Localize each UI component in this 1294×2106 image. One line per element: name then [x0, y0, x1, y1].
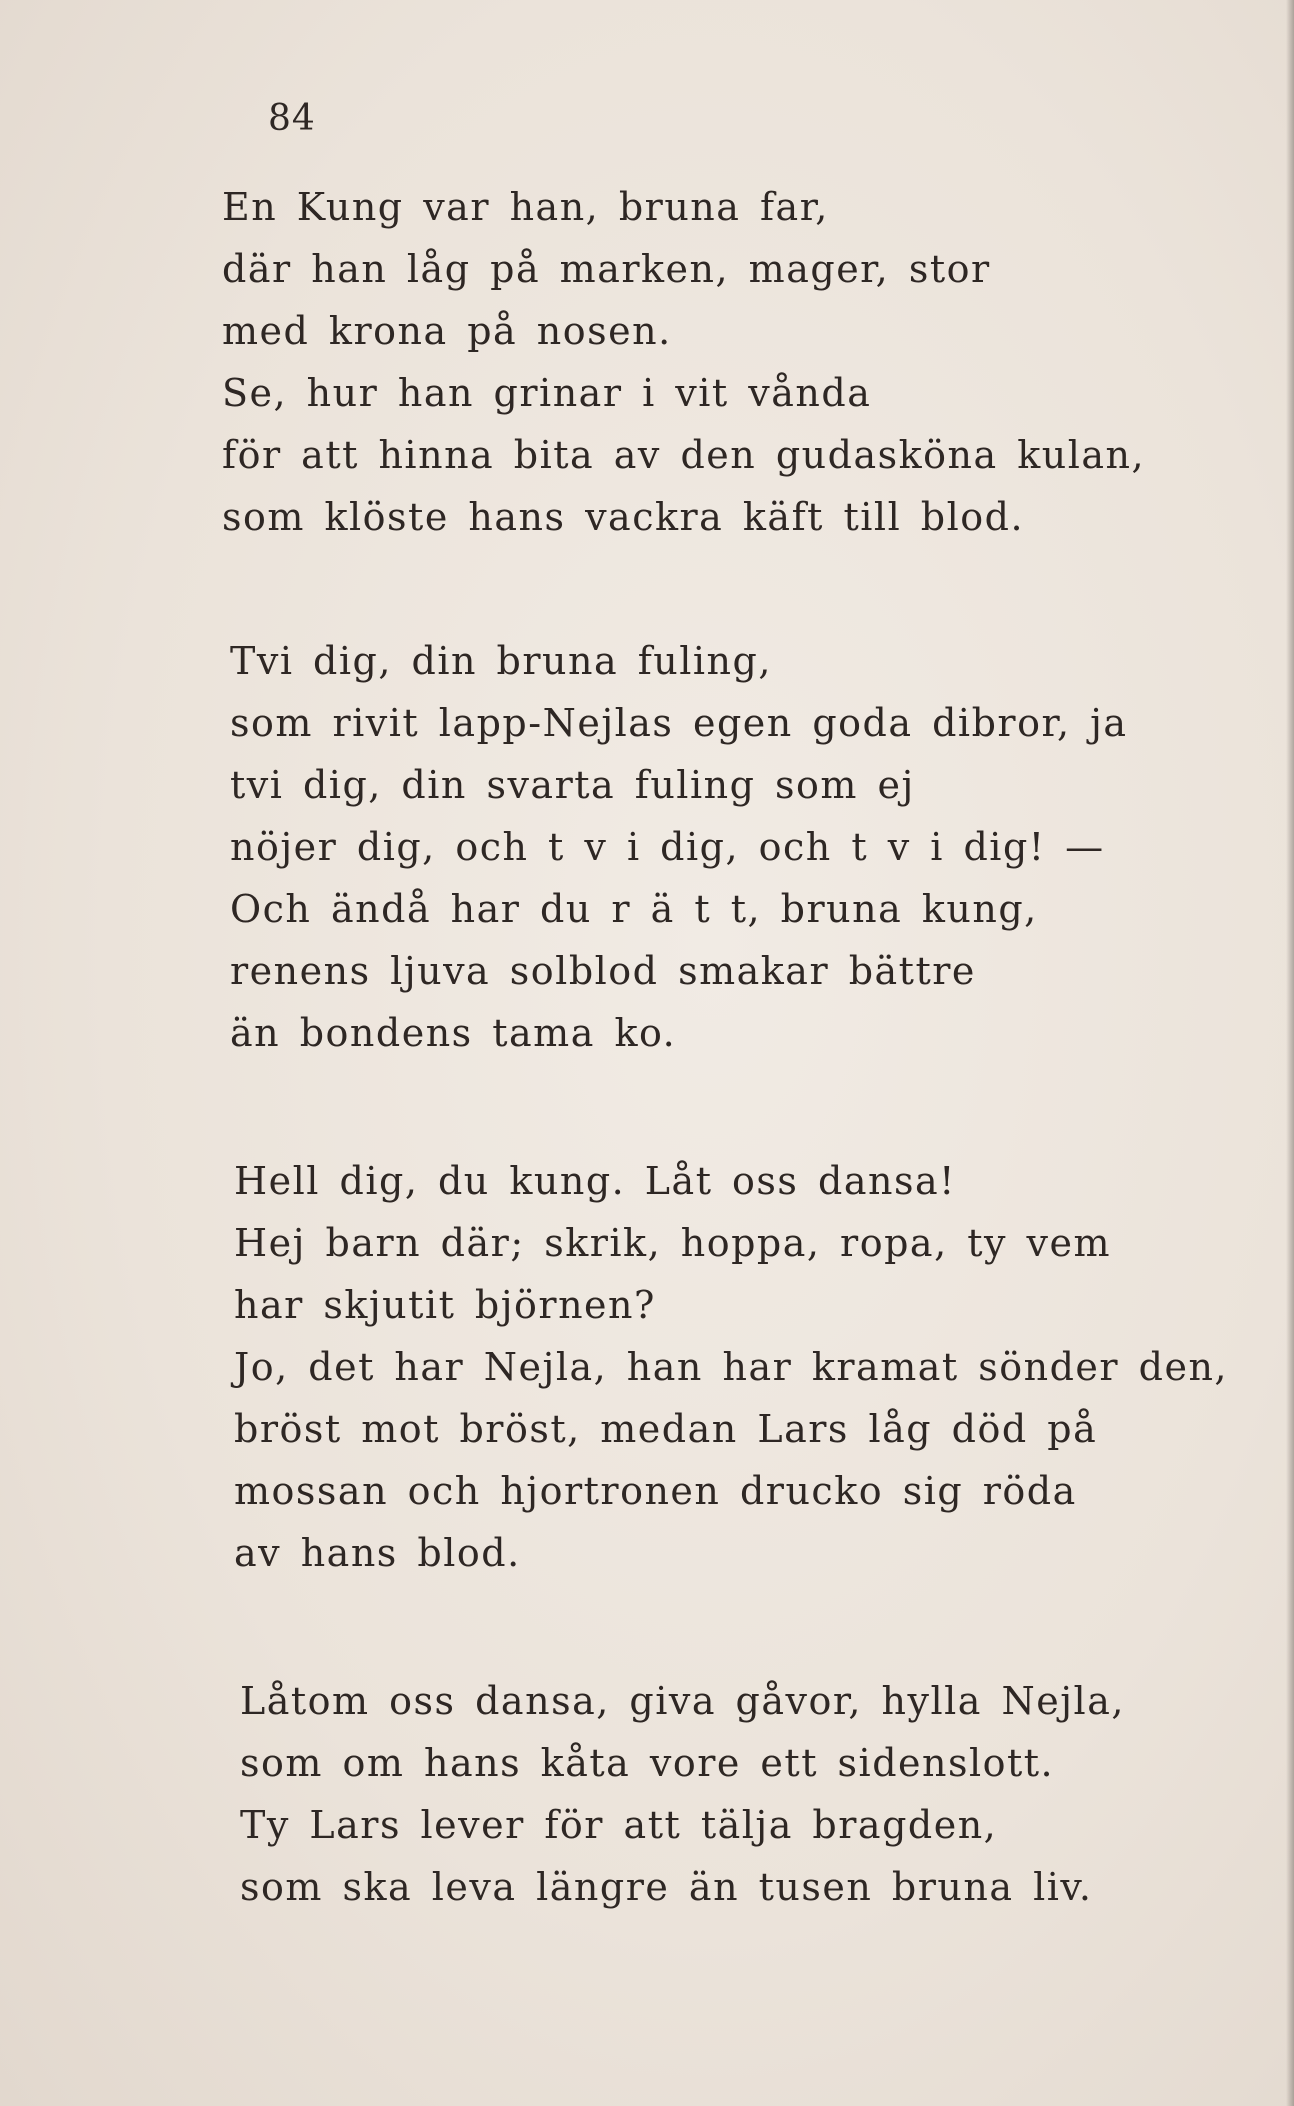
- page-number: 84: [268, 98, 316, 139]
- verse-line: bröst mot bröst, medan Lars låg död på: [234, 1407, 1098, 1451]
- verse-line: för att hinna bita av den gudasköna kulan,: [222, 433, 1146, 477]
- verse-line: som om hans kåta vore ett sidenslott.: [240, 1741, 1055, 1785]
- verse-line: Och ändå har du r ä t t, bruna kung,: [230, 887, 1038, 931]
- verse-line: En Kung var han, bruna far,: [222, 185, 829, 229]
- verse-line: Jo, det har Nejla, han har kramat sönder den,: [234, 1345, 1229, 1389]
- verse-line: med krona på nosen.: [222, 309, 672, 353]
- stanza-1: [222, 176, 1145, 548]
- verse-line: som rivit lapp-Nejlas egen goda dibror, ja: [230, 701, 1128, 745]
- verse-line: renens ljuva solblod smakar bättre: [230, 949, 976, 993]
- verse-line: nöjer dig, och t v i dig, och t v i dig! —: [230, 825, 1105, 869]
- verse-line: Låtom oss dansa, giva gåvor, hylla Nejla,: [240, 1679, 1125, 1723]
- stanza-3: [234, 1150, 1228, 1584]
- verse-line: Se, hur han grinar i vit vånda: [222, 371, 872, 415]
- verse-line: som ska leva längre än tusen bruna liv.: [240, 1865, 1093, 1909]
- verse-line: som klöste hans vackra käft till blod.: [222, 495, 1025, 539]
- verse-line: har skjutit björnen?: [234, 1283, 656, 1327]
- verse-line: tvi dig, din svarta fuling som ej: [230, 763, 915, 807]
- verse-line: Ty Lars lever för att tälja bragden,: [240, 1803, 998, 1847]
- verse-line: där han låg på marken, mager, stor: [222, 247, 991, 291]
- verse-line: Tvi dig, din bruna fuling,: [230, 639, 772, 683]
- verse-line: Hell dig, du kung. Låt oss dansa!: [234, 1159, 956, 1203]
- stanza-2: [230, 630, 1128, 1064]
- stanza-4: [240, 1670, 1125, 1918]
- verse-line: av hans blod.: [234, 1531, 521, 1575]
- verse-line: Hej barn där; skrik, hoppa, ropa, ty vem: [234, 1221, 1112, 1265]
- verse-line: än bondens tama ko.: [230, 1011, 677, 1055]
- verse-line: mossan och hjortronen drucko sig röda: [234, 1469, 1077, 1513]
- page-edge-shadow: [1286, 0, 1294, 2106]
